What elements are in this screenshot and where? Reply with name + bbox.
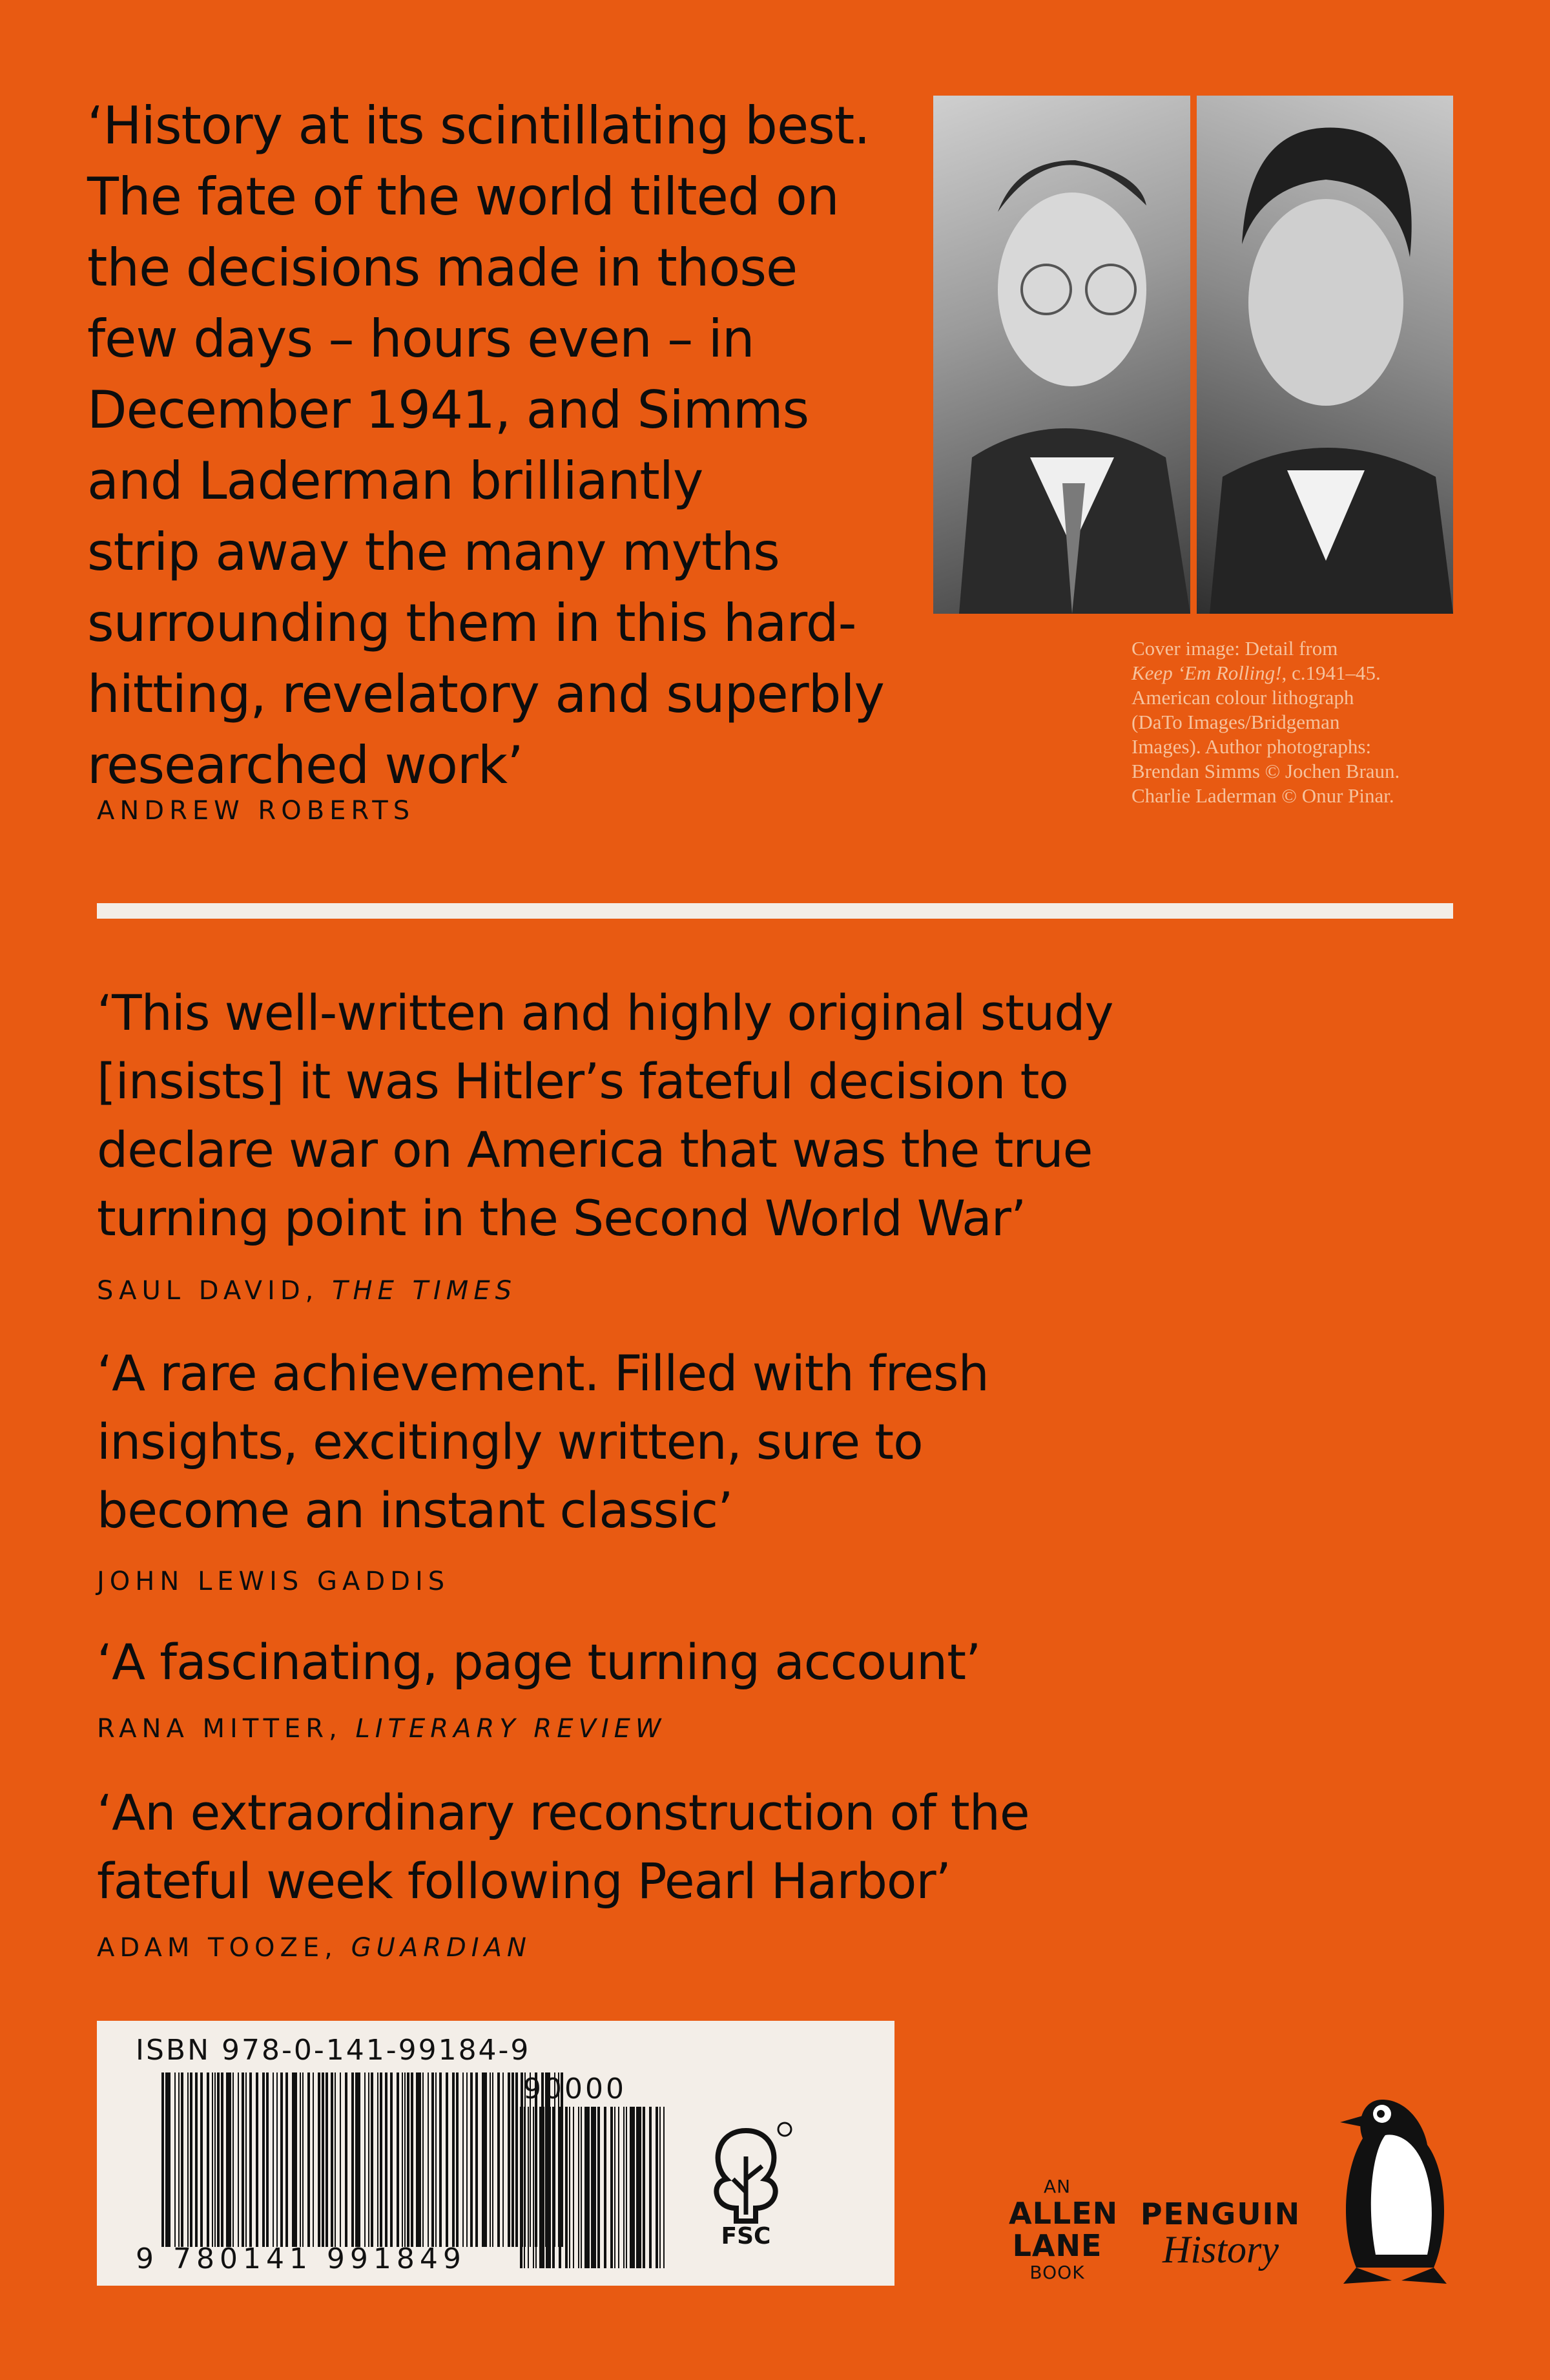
barcode-panel — [97, 2021, 894, 2286]
barcode-digits: 9 780141 991849 — [136, 2242, 466, 2275]
fsc-label: FSC — [721, 2223, 771, 2247]
barcode-bar — [371, 2072, 373, 2247]
barcode-bar — [266, 2072, 269, 2247]
barcode-bar — [524, 2107, 525, 2268]
allen-lane-imprint — [1009, 2176, 1119, 2283]
review-attribution — [97, 1714, 666, 1744]
barcode-bar — [377, 2072, 378, 2247]
barcode-bar — [490, 2072, 491, 2247]
barcode-bar — [404, 2072, 406, 2247]
price-code: 90000 — [523, 2072, 626, 2105]
barcode-bar — [466, 2072, 468, 2247]
imprint-book: BOOK — [1029, 2262, 1085, 2283]
barcode-bar — [559, 2107, 561, 2268]
barcode-bar — [649, 2107, 652, 2268]
barcode-bar — [207, 2072, 209, 2247]
barcode-bar — [322, 2072, 324, 2247]
barcode-bar — [402, 2072, 403, 2247]
reviewer-name: SAUL DAVID, — [97, 1276, 333, 1306]
barcode-bar — [368, 2072, 369, 2247]
barcode-bar — [411, 2072, 413, 2247]
barcode-bar — [623, 2107, 625, 2268]
barcode-bar — [416, 2072, 421, 2247]
price-barcode — [520, 2107, 668, 2268]
review-publication: GUARDIAN — [351, 1933, 532, 1963]
barcode-bar — [578, 2107, 579, 2268]
lead-quote-attribution: ANDREW ROBERTS — [97, 796, 415, 826]
review-attribution — [97, 1567, 450, 1596]
barcode-bar — [515, 2072, 518, 2247]
isbn-barcode — [161, 2072, 565, 2247]
isbn-label: ISBN 978-0-141-99184-9 — [136, 2034, 531, 2067]
section-divider — [97, 903, 1453, 919]
credit-line-5: Images). Author photographs: — [1132, 735, 1372, 758]
barcode-bar — [380, 2072, 382, 2247]
author-photos — [933, 96, 1453, 614]
barcode-bar — [497, 2072, 500, 2247]
fsc-logo-icon — [698, 2118, 794, 2247]
barcode-bar — [581, 2107, 582, 2268]
barcode-bar — [462, 2072, 464, 2247]
barcode-bar — [217, 2072, 220, 2247]
barcode-bar — [238, 2072, 239, 2247]
barcode-bar — [262, 2072, 265, 2247]
barcode-bar — [256, 2072, 258, 2247]
barcode-bar — [181, 2072, 183, 2247]
barcode-bar — [178, 2072, 180, 2247]
barcode-bar — [276, 2072, 278, 2247]
review-attribution — [97, 1276, 517, 1306]
barcode-bar — [397, 2072, 399, 2247]
barcode-bar — [618, 2107, 619, 2268]
review-publication: LITERARY REVIEW — [355, 1714, 666, 1744]
barcode-bar — [533, 2107, 534, 2268]
barcode-bar — [161, 2072, 164, 2247]
barcode-bar — [190, 2072, 192, 2247]
barcode-bar — [435, 2072, 437, 2247]
barcode-bar — [502, 2072, 504, 2247]
barcode-bar — [214, 2072, 216, 2247]
credit-artwork-date: , c.1941–45. — [1281, 662, 1381, 684]
barcode-bar — [636, 2107, 641, 2268]
barcode-bar — [439, 2072, 442, 2247]
cover-credit — [1132, 636, 1467, 808]
reviewer-name: RANA MITTER, — [97, 1714, 356, 1744]
barcode-bar — [512, 2072, 514, 2247]
barcode-bar — [245, 2072, 247, 2247]
barcode-bar — [331, 2072, 333, 2247]
barcode-bar — [221, 2072, 223, 2247]
imprint-lane: LANE — [1012, 2228, 1102, 2263]
review-quote: ‘This well-written and highly original study [insists] it was Hitler’s fateful decision to declare war on America that was the true turning point in the Second World War’ — [97, 984, 1113, 1247]
barcode-bar — [407, 2072, 409, 2247]
barcode-bar — [569, 2107, 570, 2268]
barcode-bar — [174, 2072, 176, 2247]
barcode-bar — [614, 2107, 615, 2268]
barcode-bar — [422, 2072, 424, 2247]
review-attribution — [97, 1933, 532, 1963]
review-quote: ‘A rare achievement. Filled with fresh insights, excitingly written, sure to become an instant classic’ — [97, 1344, 989, 1539]
credit-line-6: Brendan Simms © Jochen Braun. — [1132, 760, 1400, 782]
credit-line-4: (DaTo Images/Bridgeman — [1132, 711, 1340, 733]
barcode-bar — [200, 2072, 203, 2247]
barcode-bar — [663, 2107, 665, 2268]
barcode-bar — [643, 2107, 645, 2268]
barcode-bar — [452, 2072, 455, 2247]
barcode-bar — [573, 2107, 574, 2268]
credit-artwork-title: Keep ‘Em Rolling! — [1132, 662, 1282, 684]
reviewer-name: ADAM TOOZE, — [97, 1933, 351, 1963]
barcode-bar — [535, 2107, 537, 2268]
barcode-bar — [302, 2072, 304, 2247]
barcode-bar — [280, 2072, 283, 2247]
barcode-bar — [165, 2072, 170, 2247]
credit-line-7: Charlie Laderman © Onur Pinar. — [1132, 784, 1394, 807]
credit-line-3: American colour lithograph — [1132, 686, 1354, 709]
barcode-bar — [552, 2107, 555, 2268]
barcode-bar — [351, 2072, 354, 2247]
barcode-bar — [584, 2107, 590, 2268]
barcode-bar — [520, 2107, 522, 2268]
barcode-bar — [492, 2072, 493, 2247]
barcode-bar — [565, 2107, 568, 2268]
barcode-bar — [656, 2107, 658, 2268]
barcode-bar — [630, 2107, 635, 2268]
barcode-bar — [482, 2072, 487, 2247]
series-brand: PENGUIN — [1140, 2197, 1301, 2231]
barcode-bar — [475, 2072, 478, 2247]
barcode-bar — [313, 2072, 314, 2247]
credit-line-1: Cover image: Detail from — [1132, 637, 1338, 660]
barcode-bar — [610, 2107, 613, 2268]
barcode-bar — [212, 2072, 213, 2247]
barcode-bar — [446, 2072, 448, 2247]
barcode-bar — [364, 2072, 366, 2247]
barcode-bar — [345, 2072, 347, 2247]
review-publication: THE TIMES — [332, 1276, 517, 1306]
review-quote: ‘A fascinating, page turning account’ — [97, 1633, 981, 1691]
barcode-bar — [318, 2072, 320, 2247]
barcode-bar — [385, 2072, 388, 2247]
barcode-bar — [307, 2072, 310, 2247]
penguin-logo-icon — [1337, 2087, 1460, 2293]
barcode-bar — [187, 2072, 189, 2247]
barcode-bar — [355, 2072, 360, 2247]
barcode-bar — [659, 2107, 661, 2268]
series-name: History — [1162, 2228, 1279, 2271]
barcode-bar — [508, 2072, 510, 2247]
barcode-bar — [232, 2072, 234, 2247]
barcode-bar — [273, 2072, 274, 2247]
barcode-bar — [539, 2107, 544, 2268]
barcode-bar — [390, 2072, 393, 2247]
barcode-bar — [300, 2072, 301, 2247]
barcode-bar — [604, 2107, 606, 2268]
barcode-bar — [340, 2072, 341, 2247]
barcode-bar — [292, 2072, 297, 2247]
barcode-bar — [226, 2072, 231, 2247]
author-photo-charlie-laderman — [1197, 96, 1453, 614]
reviewer-name: JOHN LEWIS GADDIS — [97, 1567, 450, 1596]
barcode-bar — [431, 2072, 434, 2247]
series-logo — [1140, 2197, 1301, 2272]
barcode-bar — [591, 2107, 596, 2268]
author-photo-brendan-simms — [933, 96, 1190, 614]
barcode-bar — [335, 2072, 336, 2247]
barcode-bar — [242, 2072, 244, 2247]
barcode-bar — [428, 2072, 429, 2247]
barcode-bar — [285, 2072, 288, 2247]
barcode-bar — [546, 2107, 551, 2268]
barcode-bar — [326, 2072, 328, 2247]
barcode-bar — [470, 2072, 473, 2247]
review-quote: ‘An extraordinary reconstruction of the fateful week following Pearl Harbor’ — [97, 1784, 1029, 1910]
barcode-bar — [626, 2107, 627, 2268]
imprint-an: AN — [1043, 2176, 1071, 2197]
barcode-bar — [456, 2072, 459, 2247]
barcode-bar — [249, 2072, 252, 2247]
barcode-bar — [597, 2107, 600, 2268]
lead-quote: ‘History at its scintillating best. The fate of the world tilted on the decisions made in those few days – hours even – in December 1941, and Simms and Laderman brilliantly strip away the many myths surrounding them in this hard- hitting, revelatory and superbly researched work’ — [87, 96, 884, 795]
imprint-allen: ALLEN — [1009, 2196, 1119, 2231]
barcode-bar — [528, 2107, 529, 2268]
barcode-bar — [195, 2072, 198, 2247]
